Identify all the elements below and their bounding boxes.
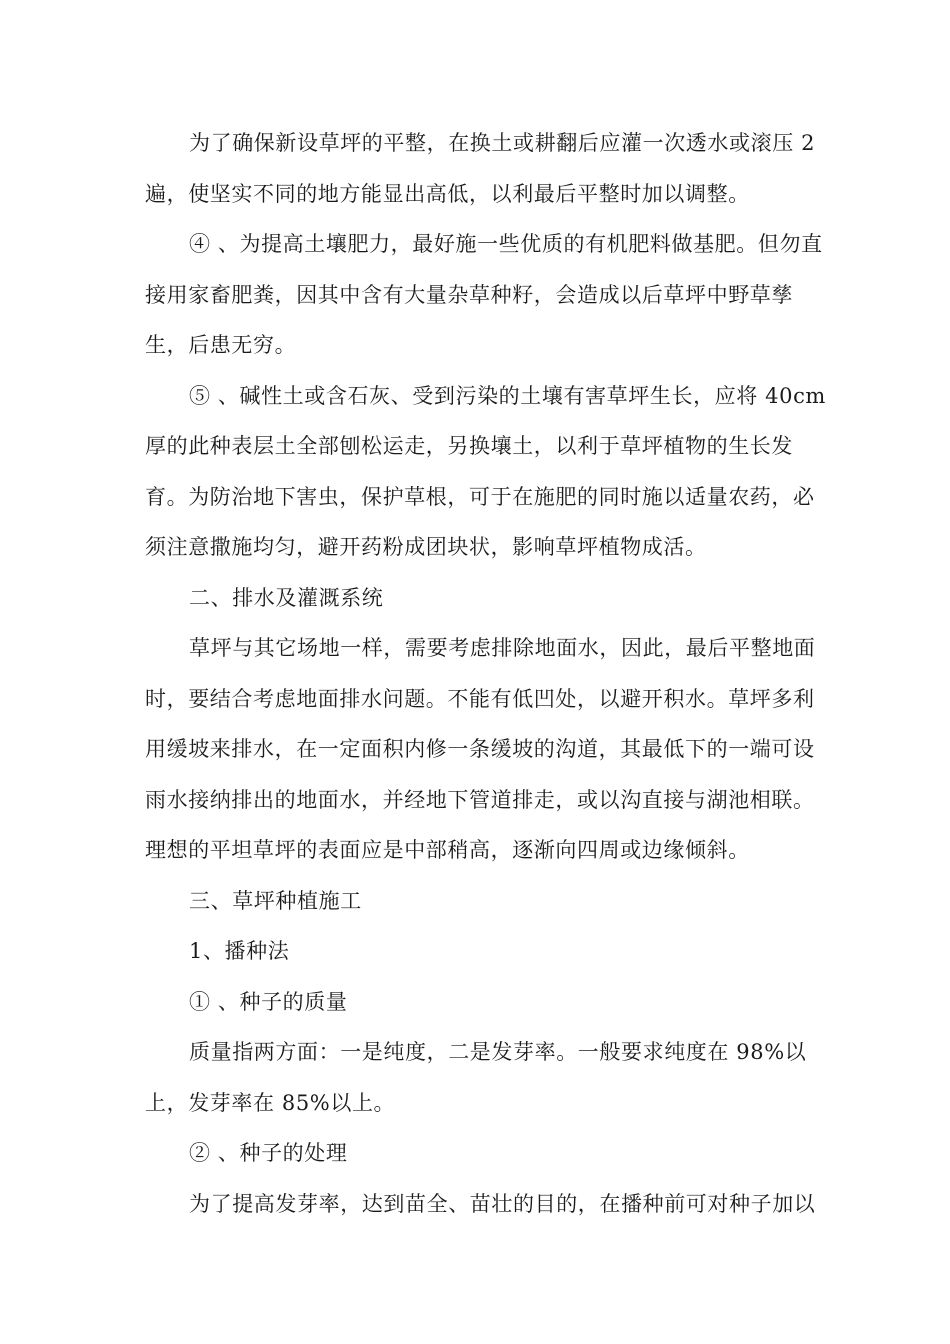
paragraph-line: 为了提高发芽率，达到苗全、苗壮的目的，在播种前可对种子加以 [189,1192,816,1216]
paragraph-line: 理想的平坦草坪的表面应是中部稍高，逐渐向四周或边缘倾斜。 [145,838,750,862]
paragraph-line: 为了确保新设草坪的平整，在换土或耕翻后应灌一次透水或滚压 2 [189,131,816,155]
section-heading: 三、草坪种植施工 [189,889,362,913]
paragraph-line: 上，发芽率在 85%以上。 [145,1091,396,1115]
paragraph-line: 厚的此种表层土全部刨松运走，另换壤土，以利于草坪植物的生长发 [145,434,793,458]
paragraph-line: ⑤ 、碱性土或含石灰、受到污染的土壤有害草坪生长，应将 40cm [189,384,826,408]
paragraph-line: 育。为防治地下害虫，保护草根，可于在施肥的同时施以适量农药，必 [145,485,815,509]
paragraph-line: ④ 、为提高土壤肥力，最好施一些优质的有机肥料做基肥。但勿直 [189,232,823,256]
subsection-heading: 1、播种法 [189,939,290,963]
item-heading: ② 、种子的处理 [189,1141,348,1165]
paragraph-line: 须注意撒施均匀，避开药粉成团块状，影响草坪植物成活。 [145,535,707,559]
paragraph-line: 雨水接纳排出的地面水，并经地下管道排走，或以沟直接与湖池相联。 [145,788,815,812]
paragraph-line: 遍，使坚实不同的地方能显出高低，以利最后平整时加以调整。 [145,182,750,206]
paragraph-line: 时，要结合考虑地面排水问题。不能有低凹处，以避开积水。草坪多利 [145,687,815,711]
paragraph-line: 生，后患无穷。 [145,333,297,357]
paragraph-line: 质量指两方面：一是纯度，二是发芽率。一般要求纯度在 98%以 [189,1040,807,1064]
paragraph-line: 用缓坡来排水，在一定面积内修一条缓坡的沟道，其最低下的一端可设 [145,737,815,761]
section-heading: 二、排水及灌溉系统 [189,586,384,610]
item-heading: ① 、种子的质量 [189,990,348,1014]
paragraph-line: 接用家畜肥粪，因其中含有大量杂草种籽，会造成以后草坪中野草孳 [145,283,793,307]
paragraph-line: 草坪与其它场地一样，需要考虑排除地面水，因此，最后平整地面 [189,636,816,660]
